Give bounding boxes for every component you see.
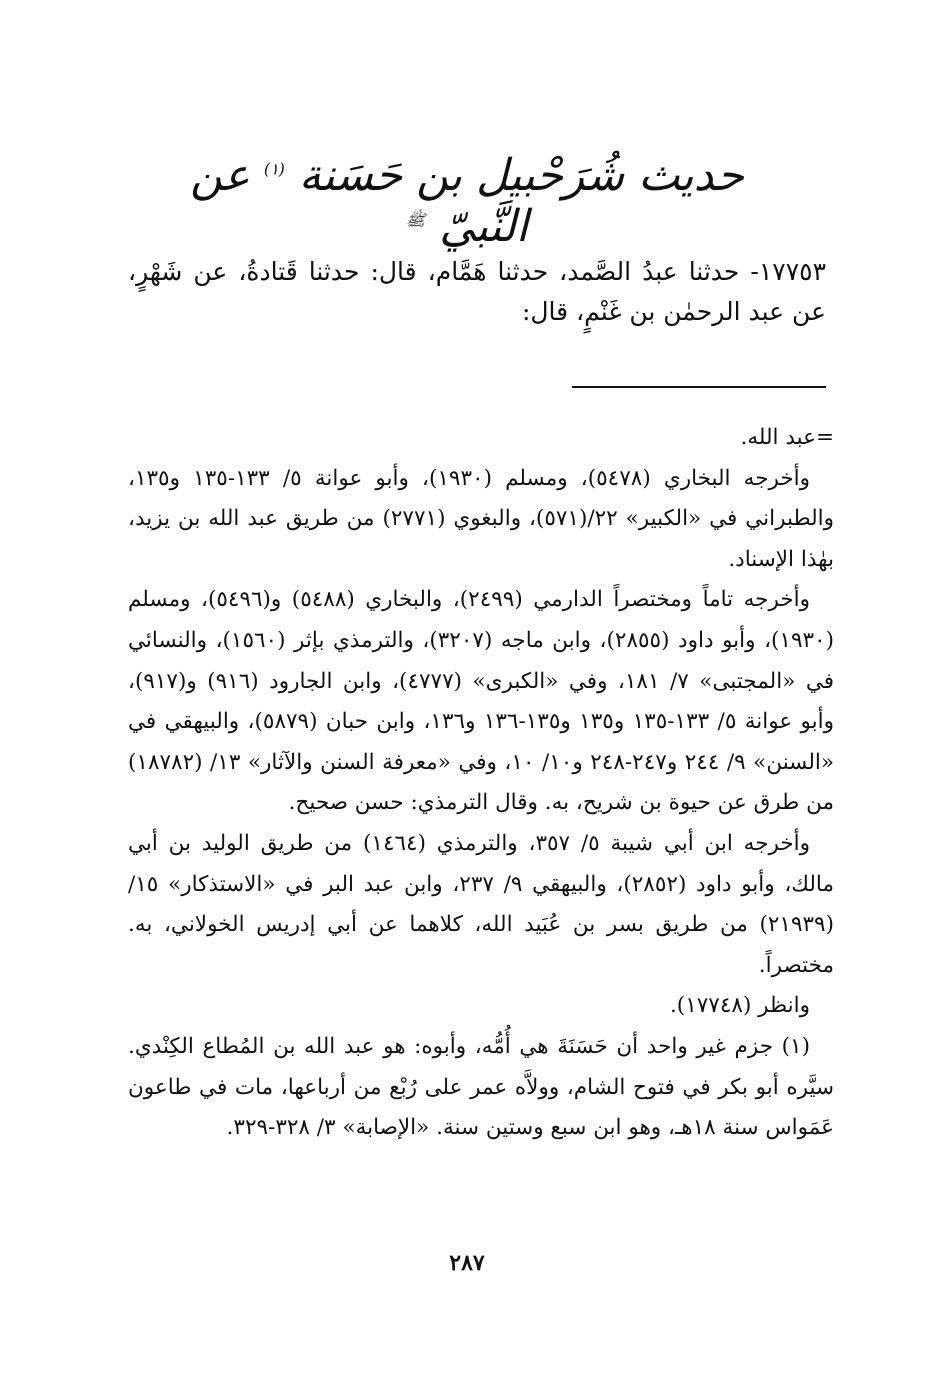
heading-title-suffix: عن النَّبيّ xyxy=(190,150,529,252)
hadith-chapter-heading xyxy=(180,150,754,252)
heading-title: حديث شُرَحْبيل بن حَسَنة xyxy=(298,150,744,201)
page-number: ٢٨٧ xyxy=(449,1250,485,1276)
hadith-isnad: ١٧٧٥٣- حدثنا عبدُ الصَّمد، حدثنا هَمَّام، قال: حدثنا قَتادةُ، عن شَهْرٍ، عن عبد الرحمٰن بن غَنْمٍ، قال: xyxy=(128,257,826,326)
footnote-paragraph: وأخرجه البخاري (٥٤٧٨)، ومسلم (١٩٣٠)، وأبو عوانة ٥/ ١٣٣-١٣٥ و١٣٥، والطبراني في «الكبير» ٢٢/(٥٧١)، والبغوي (٢٧٧١) من طريق عبد الله بن يزيد، بهٰذا الإسناد. xyxy=(128,465,835,572)
footnote-reference: (١) xyxy=(263,159,285,179)
footnote-paragraph: وأخرجه ابن أبي شيبة ٥/ ٣٥٧، والترمذي (١٤٦٤) من طريق الوليد بن أبي مالك، وأبو داود (٢٨٥٢)، والبيهقي ٩/ ٢٣٧، وابن عبد البر في «الاستذكار» ١٥/ (٢١٩٣٩) من طريق بسر بن عُبَيد الله، كلاهما عن أبي إدريس الخولاني، به. مختصراً. xyxy=(128,830,835,978)
footnotes-section xyxy=(128,418,834,1149)
footnote-paragraph: وأخرجه تاماً ومختصراً الدارمي (٢٤٩٩)، والبخاري (٥٤٨٨) و(٥٤٩٦)، ومسلم (١٩٣٠)، وأبو داود (٢٨٥٥)، وابن ماجه (٣٢٠٧)، والترمذي بإثر (١٥٦٠)، والنسائي في «المجتبى» ٧/ ١٨١، وفي «الكبرى» (٤٧٧٧)، وابن الجارود (٩١٦) و(٩١٧)، وأبو عوانة ٥/ ١٣٣-١٣٥ و١٣٥ و١٣٥-١٣٦ و١٣٦، وابن حبان (٥٨٧٩)، والبيهقي في «السنن» ٩/ ٢٤٤ و٢٤٧-٢٤٨ و١٠/ ١٠، وفي «معرفة السنن والآثار» ١٣/ (١٨٧٨٢) من طرق عن حيوة بن شريح، به. وقال الترمذي: حسن صحيح. xyxy=(128,587,835,816)
honorific-glyph: ﷺ xyxy=(405,210,426,230)
footnote-continuation: =عبد الله. xyxy=(740,425,834,450)
footnote-separator xyxy=(572,386,826,388)
footnote-one: (١) جزم غير واحد أن حَسَنَةَ هي أُمُّه، وأبوه: هو عبد الله بن المُطاع الكِنْدي. سيَّره أبو بكر في فتوح الشام، وولاَّه عمر على رُبْع من أرباعها، مات في طاعون عَمَواس سنة ١٨هـ، وهو ابن سبع وستين سنة. «الإصابة» ٣/ ٣٢٨-٣٢٩. xyxy=(128,1033,834,1141)
footnote-paragraph: وانظر (١٧٧٤٨). xyxy=(669,993,810,1019)
main-hadith-text xyxy=(128,252,826,332)
